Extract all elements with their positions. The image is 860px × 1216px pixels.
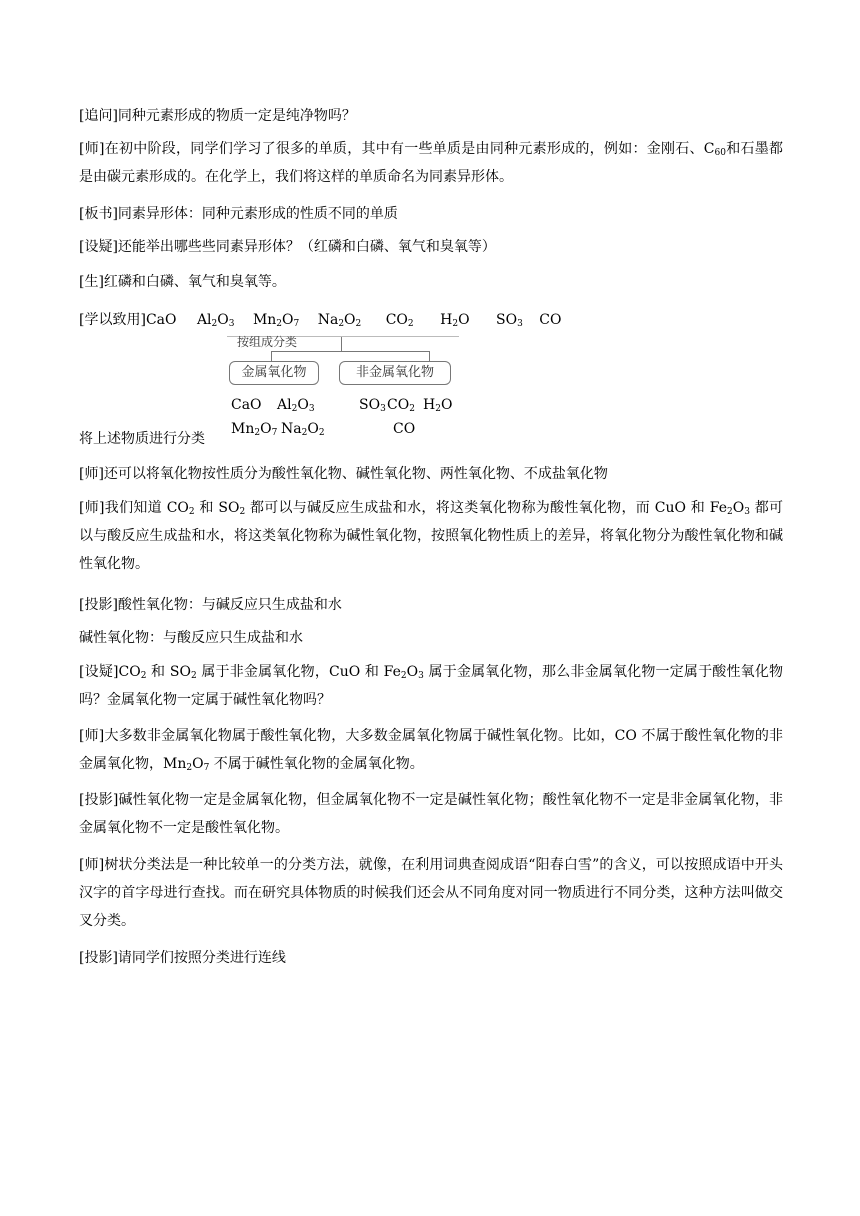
para-question-examples: [设疑]还能举出哪些些同素异形体？（红磷和白磷、氧气和臭氧等） (79, 239, 496, 255)
item-h2o: $H_2O$ (423, 397, 453, 414)
para-student-answer: [生]红磷和白磷、氧气和臭氧等。 (79, 274, 286, 290)
item-al2o3: $Al_2O_3$ (277, 397, 315, 414)
item-so3: $SO_3$ (359, 397, 386, 414)
para-teacher-acid-base-oxides: [师]我们知道 $CO_2$ 和 $SO_2$ 都可以与碱反应生成盐和水，将这类氧化物称为酸性氧化物，而 CuO 和 $Fe_2O_3$ 都可以与酸反应生成盐和水，将这类氧化物称为碱性氧化物，按照氧化物性质上的差异，将氧化物分为酸性氧化物和碱性氧化物。 (79, 500, 783, 572)
item-cao: CaO (231, 397, 262, 413)
classification-diagram (227, 334, 467, 444)
para-followup-question: [追问]同种元素形成的物质一定是纯净物吗？ (79, 108, 356, 124)
item-mn2o7: $Mn_2O_7$ (231, 421, 278, 438)
para-teacher-tree-classification: [师]树状分类法是一种比较单一的分类方法，就像，在利用词典查阅成语“阳春白雪”的含义，可以按照成语中开头汉字的首字母进行查找。而在研究具体物质的时候我们还会从不同角度对同一物质进行不同分类，这种方法叫做交叉分类。 (79, 857, 783, 929)
para-teacher-majority: [师]大多数非金属氧化物属于酸性氧化物，大多数金属氧化物属于碱性氧化物。比如，CO 不属于酸性氧化物的非金属氧化物，$Mn_2O_7$ 不属于碱性氧化物的金属氧化物。 (79, 728, 783, 773)
para-teacher-oxide-types: [师]还可以将氧化物按性质分为酸性氧化物、碱性氧化物、两性氧化物、不成盐氧化物 (79, 466, 608, 482)
nonmetal-oxide-box: 非金属氧化物 (339, 361, 451, 385)
para-projection-connect: [投影]请同学们按照分类进行连线 (79, 950, 286, 966)
para-question-nonmetal-oxide: [设疑]$CO_2$ 和 $SO_2$ 属于非金属氧化物，CuO 和 $Fe_2O_3$ 属于金属氧化物，那么非金属氧化物一定属于酸性氧化物吗？金属氧化物一定属于碱性氧化物吗？ (79, 664, 784, 708)
para-teacher-allotrope-intro: [师]在初中阶段，同学们学习了很多的单质，其中有一些单质是由同种元素形成的，例如：金刚石、$C_{60}$和石墨都是由碳元素形成的。在化学上，我们将这样的单质命名为同素异形体。 (79, 141, 784, 185)
para-projection-acidic: [投影]酸性氧化物：与碱反应只生成盐和水 (79, 597, 342, 613)
metal-oxide-box: 金属氧化物 (229, 361, 319, 385)
diagram-header: 按组成分类 (237, 335, 298, 349)
formula-row: [学以致用]CaO $Al_2O_3$ $Mn_2O_7$ $Na_2O_2$ $CO_2$ $H_2O$ $SO_3$ CO (79, 312, 562, 329)
item-co: CO (393, 421, 416, 437)
para-board-definition: [板书]同素异形体：同种元素形成的性质不同的单质 (79, 206, 398, 222)
para-projection-relations: [投影]碱性氧化物一定是金属氧化物，但金属氧化物不一定是碱性氧化物；酸性氧化物不一定是非金属氧化物，非金属氧化物不一定是酸性氧化物。 (79, 792, 783, 836)
para-basic-oxide-definition: 碱性氧化物：与酸反应只生成盐和水 (79, 630, 303, 646)
item-co2: $CO_2$ (387, 397, 415, 414)
para-classify-prompt: 将上述物质进行分类 (79, 431, 205, 447)
item-na2o2: $Na_2O_2$ (281, 421, 325, 438)
